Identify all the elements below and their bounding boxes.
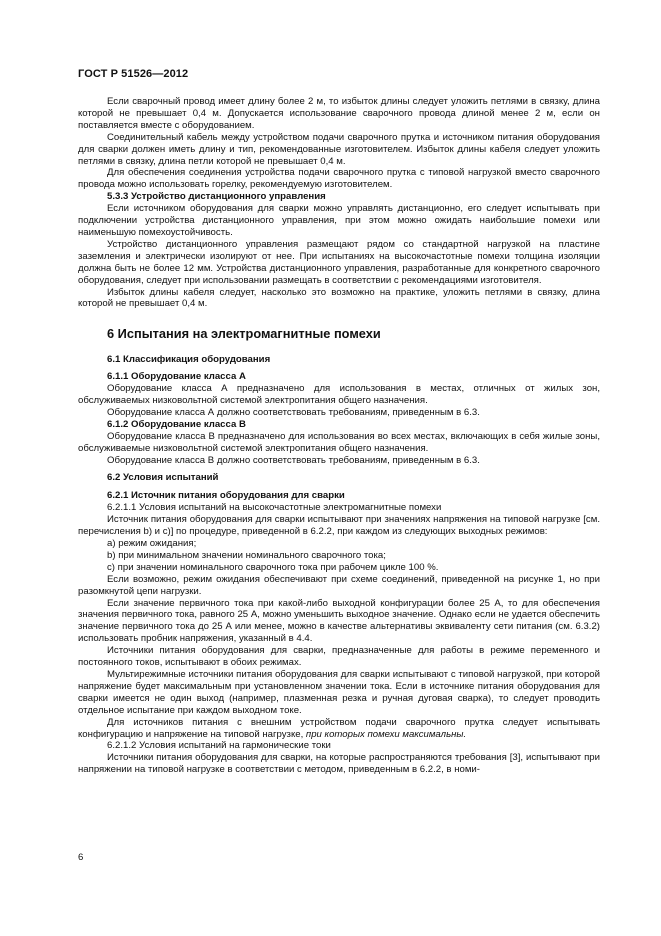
paragraph: Источники питания оборудования для сварки, на которые распространяются требования [3], испытывают при напряжении на типовой нагрузке в соответствии с методом, приведенным в 6.2.2, в номи-: [78, 752, 600, 776]
paragraph: Для обеспечения соединения устройства подачи сварочного прутка с типовой нагрузкой вместо сварочного провода можно использовать горелку, рекомендуемую изготовителем.: [78, 167, 600, 191]
section-heading-6-1-2: 6.1.2 Оборудование класса В: [107, 418, 246, 430]
paragraph: Оборудование класса В должно соответствовать требованиям, приведенным в 6.3.: [107, 454, 480, 466]
paragraph: Соединительный кабель между устройством подачи сварочного прутка и источником питания оборудования для сварки должен иметь длину и тип, рекомендованные изготовителем. Избыток длины кабеля следует уложить петлями в связку, длина петли которой не превышает 0,4 м.: [78, 131, 600, 167]
paragraph: Если значение первичного тока при какой-либо выходной конфигурации более 25 А, то для обеспечения значения первичного тока, равного 25 А, можно уменьшить выходное значение. Однако если не удается обеспечить значение первичного тока до 25 А или менее, можно в качестве альтернативы эквиваленту сети питания (см. 6.3.2) использовать пробник напряжения, указанный в 4.4.: [78, 597, 600, 645]
subsection-heading-6-2-1-2: 6.2.1.2 Условия испытаний на гармонические токи: [107, 740, 331, 752]
paragraph: Если источником оборудования для сварки можно управлять дистанционно, его следует испытывать при подключении устройства дистанционного управления, при этом можно ожидать наибольшие помехи или наименьшую помехоустойчивость.: [78, 203, 600, 238]
paragraph: Если возможно, режим ожидания обеспечивают при схеме соединений, приведенной на рисунке 1, но при разомкнутой цепи нагрузки.: [78, 573, 600, 597]
section-heading-6-2-1: 6.2.1 Источник питания оборудования для сварки: [107, 490, 345, 502]
page-number: 6: [78, 852, 84, 863]
list-item: b) при минимальном значении номинального сварочного тока;: [107, 549, 386, 561]
section-heading-6: 6 Испытания на электромагнитные помехи: [107, 326, 381, 342]
paragraph: Если сварочный провод имеет длину более 2 м, то избыток длины следует уложить петлями в связку, длина которой не превышает 0,4 м. Допускается использование сварочного провода длиной менее 2 м, если он поставляется вместе с оборудованием.: [78, 96, 600, 131]
paragraph: Источники питания оборудования для сварки, предназначенные для работы в режиме переменного и постоянного токов, испытывают в обоих режимах.: [78, 645, 600, 669]
paragraph: [78, 717, 600, 741]
paragraph: Источник питания оборудования для сварки испытывают при значениях напряжения на типовой нагрузке [см. перечисления b) и с)] по процедуре, приведенной в 6.2.2, при каждом из следующих выходных режимов:: [78, 514, 600, 538]
section-heading-6-1: 6.1 Классификация оборудования: [107, 354, 271, 366]
paragraph: Оборудование класса В предназначено для использования во всех местах, включающих в себя жилые зоны, обслуживаемые низковольтной системой электропитания общего назначения.: [78, 430, 600, 454]
section-heading-6-1-1: 6.1.1 Оборудование класса А: [107, 371, 246, 383]
section-heading-5-3-3: 5.3.3 Устройство дистанционного управления: [107, 191, 326, 203]
paragraph: Оборудование класса А предназначено для использования в местах, отличных от жилых зон, обслуживаемых низковольтной системой электропитания общего назначения.: [78, 383, 600, 407]
paragraph-text: Для источников питания с внешним устройством подачи сварочного прутка следует испытывать конфигурацию и напряжение на типовой нагрузке,: [78, 716, 600, 740]
paragraph: Оборудование класса А должно соответствовать требованиям, приведенным в 6.3.: [107, 406, 480, 418]
section-heading-6-2: 6.2 Условия испытаний: [107, 472, 219, 484]
paragraph: Мультирежимные источники питания оборудования для сварки испытывают с типовой нагрузкой, при которой напряжение будет максимальным при установленном значении тока. Если в источнике питания оборудования для сварки имеется не один выход (например, плазменная резка и ручная дуговая сварка), то следует проводить отдельное испытание при каждом выходном токе.: [78, 668, 600, 716]
document-header: ГОСТ Р 51526—2012: [78, 68, 189, 80]
italic-emphasis: при которых помехи максимальны.: [305, 728, 467, 740]
subsection-heading-6-2-1-1: 6.2.1.1 Условия испытаний на высокочастотные электромагнитные помехи: [107, 502, 442, 514]
paragraph: Избыток длины кабеля следует, насколько это возможно на практике, уложить петлями в связку, длина которой не превышает 0,4 м.: [78, 286, 600, 310]
page-body: [78, 96, 600, 776]
list-item: a) режим ожидания;: [107, 538, 197, 549]
paragraph: Устройство дистанционного управления размещают рядом со стандартной нагрузкой на пластине заземления и электрически изолируют от нее. При испытаниях на высокочастотные помехи толщина изоляции должна быть не более 12 мм. Устройства дистанционного управления, разработанные для конкретного сварочного оборудования, следует при использовании размещать в соответствии с рекомендациями изготовителя.: [78, 238, 600, 286]
list-item: c) при значении номинального сварочного тока при рабочем цикле 100 %.: [107, 561, 439, 573]
